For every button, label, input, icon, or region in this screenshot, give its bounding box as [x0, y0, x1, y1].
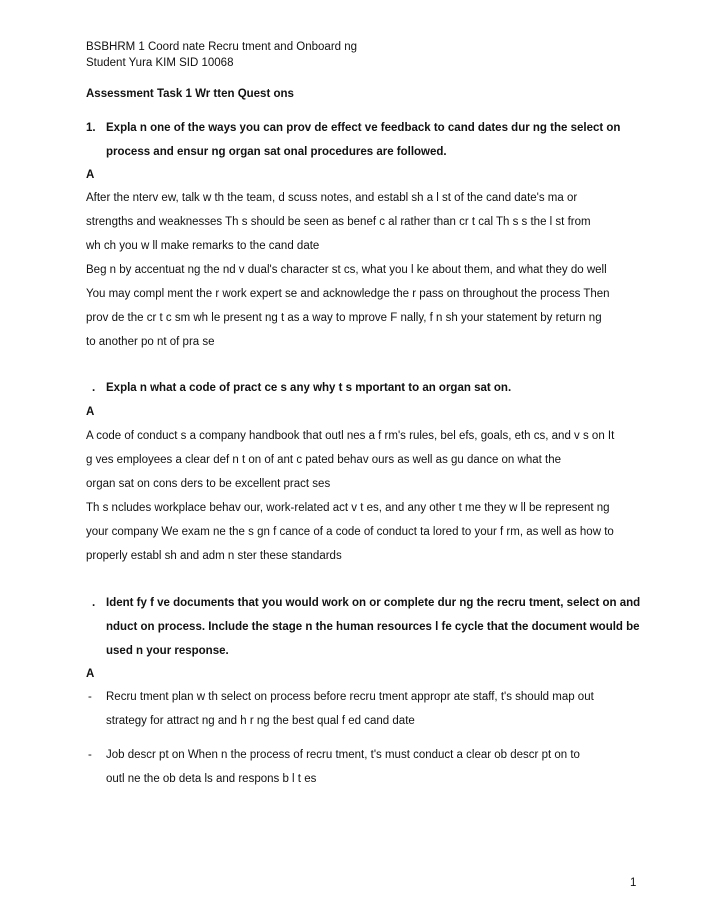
q1-text-line: Expla n one of the ways you can prov de effect ve feedback to cand dates dur ng the select on	[106, 122, 621, 134]
q2-answer-line: g ves employees a clear def n t on of ant c pated behav ours as well as gu dance on what the	[86, 454, 561, 466]
q2-answer-line: Th s ncludes workplace behav our, work-related act v t es, and any other t me they w ll be represent ng	[86, 502, 610, 514]
task-title: Assessment Task 1 Wr tten Quest ons	[86, 88, 294, 100]
q3-number: .	[92, 597, 96, 609]
header-course: BSBHRM 1 Coord nate Recru tment and Onboard ng	[86, 41, 358, 53]
bullet-line: Recru tment plan w th select on process before recru tment appropr ate staff, t's should map out	[106, 691, 594, 703]
bullet-dash: -	[88, 691, 92, 703]
q1-answer-line: Beg n by accentuat ng the nd v dual's character st cs, what you l ke about them, and what they do well	[86, 264, 607, 276]
q2-answer-label: A	[86, 406, 95, 418]
q1-number: 1.	[86, 122, 96, 134]
q2-answer-line: A code of conduct s a company handbook that outl nes a f rm's rules, bel efs, goals, eth cs, and v s on It	[86, 430, 615, 442]
q1-answer-line: prov de the cr t c sm wh le present ng t as a way to mprove F nally, f n sh your statement by return ng	[86, 312, 602, 324]
q1-answer-line: After the nterv ew, talk w th the team, d scuss notes, and establ sh a l st of the cand date's ma or	[86, 192, 578, 204]
q2-answer-line: your company We exam ne the s gn f cance of a code of conduct ta lored to your f rm, as well as how to	[86, 526, 614, 538]
q2-answer-line: properly establ sh and adm n ster these standards	[86, 550, 342, 562]
q2-number: .	[92, 382, 96, 394]
q3-text-line: used n your response.	[106, 645, 229, 657]
bullet-line: outl ne the ob deta ls and respons b l t es	[106, 773, 317, 785]
page-number: 1	[630, 877, 637, 889]
q1-answer-line: to another po nt of pra se	[86, 336, 215, 348]
q3-answer-label: A	[86, 668, 95, 680]
header-student: Student Yura KIM SID 10068	[86, 57, 234, 69]
q1-answer-line: You may compl ment the r work expert se and acknowledge the r pass on throughout the process Then	[86, 288, 610, 300]
q1-answer-line: wh ch you w ll make remarks to the cand date	[86, 240, 320, 252]
q3-text-line: Ident fy f ve documents that you would work on or complete dur ng the recru tment, select on and	[106, 597, 641, 609]
bullet-dash: -	[88, 749, 92, 761]
q1-text-line: process and ensur ng organ sat onal procedures are followed.	[106, 146, 447, 158]
bullet-line: Job descr pt on When n the process of recru tment, t's must conduct a clear ob descr pt on to	[106, 749, 580, 761]
bullet-line: strategy for attract ng and h r ng the best qual f ed cand date	[106, 715, 415, 727]
q2-answer-line: organ sat on cons ders to be excellent pract ses	[86, 478, 331, 490]
q3-text-line: nduct on process. Include the stage n the human resources l fe cycle that the document would be	[106, 621, 640, 633]
q1-answer-line: strengths and weaknesses Th s should be seen as benef c al rather than cr t cal Th s s the l st from	[86, 216, 591, 228]
q1-answer-label: A	[86, 169, 95, 181]
q2-text-line: Expla n what a code of pract ce s any why t s mportant to an organ sat on.	[106, 382, 512, 394]
